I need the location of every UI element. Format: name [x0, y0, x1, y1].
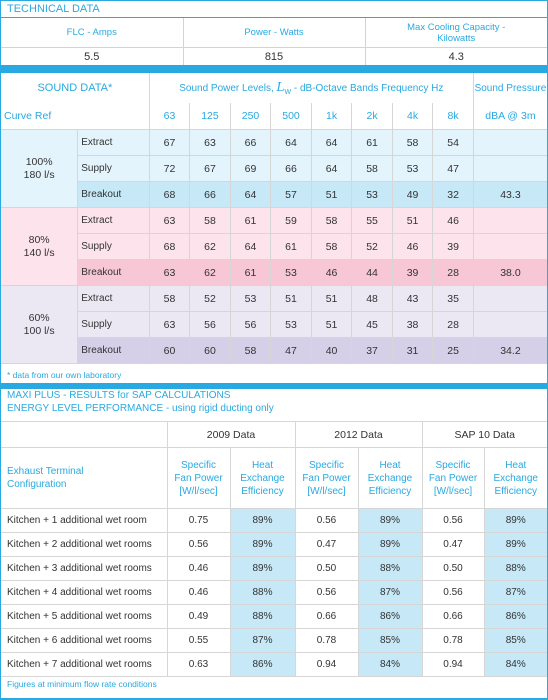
sound-value-cell: 53	[392, 156, 433, 182]
sound-value-cell: 53	[271, 260, 312, 286]
band-header: 4k	[392, 103, 433, 130]
sound-pressure-cell	[473, 286, 547, 312]
row-label: Breakout	[78, 338, 149, 364]
he-cell: 88%	[484, 557, 547, 581]
curve-ref-cell: 100% 180 l/s	[1, 130, 78, 208]
sound-value-cell: 51	[311, 286, 352, 312]
sound-value-cell: 55	[352, 208, 393, 234]
sound-pressure-cell	[473, 312, 547, 338]
he-cell: 84%	[358, 653, 422, 677]
he-cell: 89%	[230, 533, 295, 557]
cooling-value: 4.3	[448, 50, 464, 63]
sound-value-cell: 68	[149, 234, 190, 260]
sound-value-cell: 45	[352, 312, 393, 338]
row-label: Breakout	[78, 182, 149, 208]
sound-value-cell: 53	[271, 312, 312, 338]
sound-value-cell: 52	[190, 286, 231, 312]
sfp-header: Specific Fan Power [W/l/sec]	[167, 448, 230, 509]
config-cell: Kitchen + 2 additional wet rooms	[1, 533, 167, 557]
config-cell: Kitchen + 3 additional wet rooms	[1, 557, 167, 581]
sound-value-cell: 47	[433, 156, 474, 182]
row-label: Extract	[78, 130, 149, 156]
sound-value-cell: 68	[149, 182, 190, 208]
sound-value-cell: 61	[352, 130, 393, 156]
band-header: 1k	[311, 103, 352, 130]
sfp-header: Specific Fan Power [W/l/sec]	[295, 448, 358, 509]
sound-value-cell: 58	[230, 338, 271, 364]
sound-value-cell: 32	[433, 182, 474, 208]
sound-value-cell: 31	[392, 338, 433, 364]
sound-value-cell: 61	[230, 208, 271, 234]
sound-data-title: SOUND DATA*	[1, 73, 149, 103]
sound-pressure-cell: 43.3	[473, 182, 547, 208]
year-2009-header: 2009 Data	[167, 422, 295, 448]
year-sap10-header: SAP 10 Data	[422, 422, 547, 448]
sap-row	[1, 653, 547, 677]
sound-value-cell: 64	[311, 130, 352, 156]
sound-value-cell: 60	[190, 338, 231, 364]
he-cell: 88%	[230, 581, 295, 605]
sound-value-cell: 72	[149, 156, 190, 182]
sound-value-cell: 61	[230, 260, 271, 286]
sound-row	[1, 312, 547, 338]
sound-value-cell: 38	[392, 312, 433, 338]
sound-value-cell: 63	[190, 130, 231, 156]
sound-value-cell: 51	[311, 182, 352, 208]
he-cell: 86%	[484, 605, 547, 629]
sound-value-cell: 67	[190, 156, 231, 182]
sound-value-cell: 61	[271, 234, 312, 260]
sfp-cell: 0.63	[167, 653, 230, 677]
sound-value-cell: 66	[190, 182, 231, 208]
sound-value-cell: 66	[271, 156, 312, 182]
he-cell: 87%	[358, 581, 422, 605]
sfp-cell: 0.47	[422, 533, 484, 557]
config-cell: Kitchen + 4 additional wet rooms	[1, 581, 167, 605]
power-value: 815	[183, 48, 365, 66]
row-label: Supply	[78, 156, 149, 182]
he-cell: 89%	[358, 533, 422, 557]
sound-value-cell: 56	[190, 312, 231, 338]
he-header: Heat Exchange Efficiency	[484, 448, 547, 509]
he-cell: 87%	[230, 629, 295, 653]
row-label: Supply	[78, 312, 149, 338]
sfp-cell: 0.66	[295, 605, 358, 629]
sound-power-levels-header: Sound Power Levels, $L_W$ - dB-Octave Bands Frequency Hz	[149, 73, 473, 103]
he-cell: 86%	[230, 653, 295, 677]
sound-pressure-cell	[473, 234, 547, 260]
sfp-cell: 0.56	[422, 509, 484, 533]
sfp-cell: 0.49	[167, 605, 230, 629]
sfp-cell: 0.56	[422, 581, 484, 605]
sound-value-cell: 63	[149, 260, 190, 286]
sound-value-cell: 58	[392, 130, 433, 156]
sound-value-cell: 28	[433, 312, 474, 338]
sfp-cell: 0.94	[295, 653, 358, 677]
he-cell: 85%	[484, 629, 547, 653]
config-cell: Kitchen + 5 additional wet rooms	[1, 605, 167, 629]
band-header: 63	[149, 103, 190, 130]
sound-row	[1, 234, 547, 260]
sound-value-cell: 28	[433, 260, 474, 286]
sap-row	[1, 533, 547, 557]
sound-value-cell: 51	[271, 286, 312, 312]
sound-row	[1, 156, 547, 182]
sfp-cell: 0.50	[422, 557, 484, 581]
sound-value-cell: 46	[433, 208, 474, 234]
sound-value-cell: 58	[149, 286, 190, 312]
he-cell: 88%	[358, 557, 422, 581]
flc-header: FLC - Amps	[1, 18, 183, 48]
sound-value-cell: 60	[149, 338, 190, 364]
config-cell: Kitchen + 6 additional wet rooms	[1, 629, 167, 653]
sfp-cell: 0.75	[167, 509, 230, 533]
sound-value-cell: 58	[352, 156, 393, 182]
sound-value-cell: 63	[149, 208, 190, 234]
sap-footnote: Figures at minimum flow rate conditions	[7, 679, 157, 689]
sound-pressure-cell	[473, 208, 547, 234]
sfp-header: Specific Fan Power [W/l/sec]	[422, 448, 484, 509]
sound-data-panel	[1, 73, 547, 383]
sound-value-cell: 67	[149, 130, 190, 156]
he-cell: 87%	[484, 581, 547, 605]
row-label: Supply	[78, 234, 149, 260]
band-header: 125	[190, 103, 231, 130]
he-header: Heat Exchange Efficiency	[230, 448, 295, 509]
he-cell: 85%	[358, 629, 422, 653]
sfp-cell: 0.46	[167, 581, 230, 605]
he-cell: 89%	[230, 557, 295, 581]
sound-value-cell: 51	[392, 208, 433, 234]
sound-value-cell: 37	[352, 338, 393, 364]
sound-value-cell: 58	[190, 208, 231, 234]
sound-value-cell: 62	[190, 234, 231, 260]
curve-ref-header: Curve Ref	[1, 103, 149, 130]
sap-row	[1, 581, 547, 605]
config-cell: Kitchen + 7 additional wet rooms	[1, 653, 167, 677]
sound-value-cell: 54	[433, 130, 474, 156]
sound-value-cell: 53	[352, 182, 393, 208]
sound-value-cell: 62	[190, 260, 231, 286]
band-header: 500	[271, 103, 312, 130]
he-cell: 89%	[484, 533, 547, 557]
sfp-cell: 0.78	[295, 629, 358, 653]
he-cell: 89%	[358, 509, 422, 533]
curve-ref-cell: 80% 140 l/s	[1, 208, 78, 286]
flc-value: 5.5	[1, 48, 183, 66]
he-header: Heat Exchange Efficiency	[358, 448, 422, 509]
sfp-cell: 0.55	[167, 629, 230, 653]
sound-value-cell: 39	[392, 260, 433, 286]
sound-value-cell: 53	[230, 286, 271, 312]
cooling-header: Max Cooling Capacity - Kilowatts	[365, 18, 547, 48]
he-cell: 89%	[484, 509, 547, 533]
power-header: Power - Watts	[183, 18, 365, 48]
sound-pressure-cell	[473, 130, 547, 156]
sound-value-cell: 39	[433, 234, 474, 260]
sfp-cell: 0.78	[422, 629, 484, 653]
sfp-cell: 0.94	[422, 653, 484, 677]
band-header: 250	[230, 103, 271, 130]
sfp-cell: 0.56	[167, 533, 230, 557]
sap-row	[1, 509, 547, 533]
row-label: Extract	[78, 286, 149, 312]
config-cell: Kitchen + 1 additional wet room	[1, 509, 167, 533]
sound-pressure-cell: 34.2	[473, 338, 547, 364]
sound-row	[1, 260, 547, 286]
sap-subtitle: ENERGY LEVEL PERFORMANCE - using rigid ducting only	[7, 403, 274, 414]
sound-value-cell: 69	[230, 156, 271, 182]
sound-value-cell: 66	[230, 130, 271, 156]
sap-row	[1, 605, 547, 629]
sap-title: MAXI PLUS - RESULTS for SAP CALCULATIONS	[7, 390, 231, 401]
sound-value-cell: 43	[392, 286, 433, 312]
he-cell: 89%	[230, 509, 295, 533]
he-cell: 88%	[230, 605, 295, 629]
sap-row	[1, 557, 547, 581]
curve-ref-cell: 60% 100 l/s	[1, 286, 78, 364]
sound-pressure-cell	[473, 156, 547, 182]
sound-value-cell: 49	[392, 182, 433, 208]
sound-row	[1, 130, 547, 156]
sound-value-cell: 57	[271, 182, 312, 208]
sound-row	[1, 208, 547, 234]
sap-results-panel	[1, 389, 547, 698]
sound-value-cell: 64	[271, 130, 312, 156]
sfp-cell: 0.56	[295, 509, 358, 533]
he-cell: 86%	[358, 605, 422, 629]
technical-data-panel	[1, 1, 547, 65]
sound-value-cell: 25	[433, 338, 474, 364]
band-header: 8k	[433, 103, 474, 130]
sound-pressure-cell: 38.0	[473, 260, 547, 286]
blank-header	[1, 422, 167, 448]
technical-data-title: TECHNICAL DATA	[1, 1, 547, 18]
sound-value-cell: 59	[271, 208, 312, 234]
sound-value-cell: 64	[230, 182, 271, 208]
sfp-cell: 0.47	[295, 533, 358, 557]
band-header: 2k	[352, 103, 393, 130]
sfp-cell: 0.46	[167, 557, 230, 581]
sound-data-note: * data from our own laboratory	[1, 364, 547, 387]
sound-row	[1, 182, 547, 208]
sound-pressure-header: Sound Pressure	[474, 82, 547, 94]
sound-value-cell: 48	[352, 286, 393, 312]
year-2012-header: 2012 Data	[295, 422, 422, 448]
sound-value-cell: 47	[271, 338, 312, 364]
sound-data-table	[1, 73, 547, 386]
sound-value-cell: 64	[230, 234, 271, 260]
technical-data-table	[1, 18, 547, 65]
row-label: Extract	[78, 208, 149, 234]
sound-value-cell: 35	[433, 286, 474, 312]
sound-value-cell: 46	[392, 234, 433, 260]
he-cell: 84%	[484, 653, 547, 677]
sfp-cell: 0.56	[295, 581, 358, 605]
sound-value-cell: 52	[352, 234, 393, 260]
sound-value-cell: 63	[149, 312, 190, 338]
sound-value-cell: 56	[230, 312, 271, 338]
pressure-unit-header: dBA @ 3m	[473, 103, 547, 130]
sound-row	[1, 286, 547, 312]
sound-value-cell: 51	[311, 312, 352, 338]
sound-value-cell: 58	[311, 208, 352, 234]
sound-value-cell: 64	[311, 156, 352, 182]
sfp-cell: 0.66	[422, 605, 484, 629]
sound-value-cell: 40	[311, 338, 352, 364]
sound-value-cell: 58	[311, 234, 352, 260]
row-label: Breakout	[78, 260, 149, 286]
sound-value-cell: 44	[352, 260, 393, 286]
sap-row	[1, 629, 547, 653]
sfp-cell: 0.50	[295, 557, 358, 581]
config-header: Exhaust Terminal Configuration	[1, 448, 167, 509]
sound-value-cell: 46	[311, 260, 352, 286]
sap-results-table	[1, 421, 547, 677]
sound-row	[1, 338, 547, 364]
